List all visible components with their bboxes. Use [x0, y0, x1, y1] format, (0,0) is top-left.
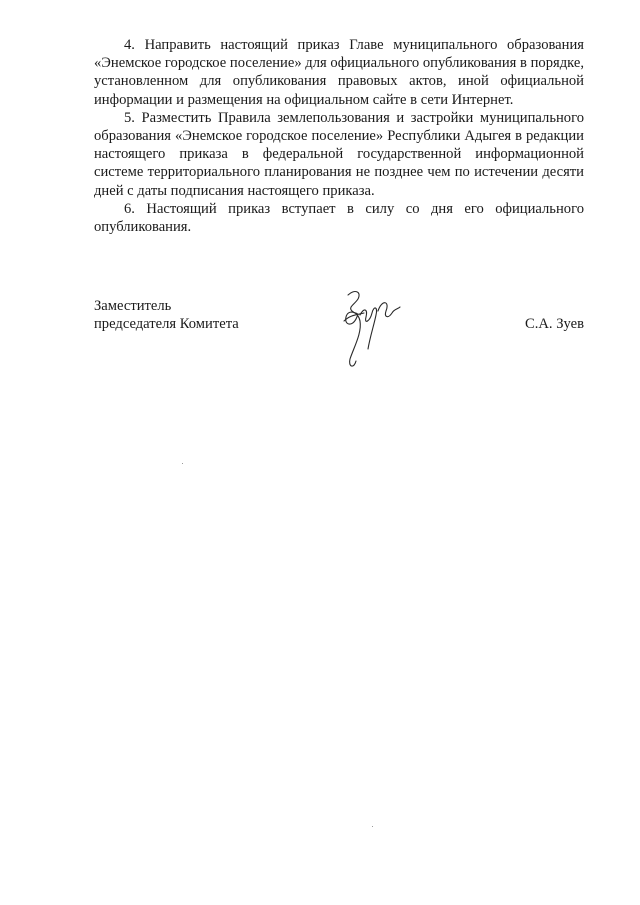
signatory-name: С.А. Зуев: [524, 316, 584, 332]
signatory-title: [94, 297, 239, 333]
scan-speck: [182, 463, 183, 464]
paragraph-6: 6. Настоящий приказ вступает в силу со дня его официального опубликования.: [94, 200, 584, 236]
signatory-title-line2: председателя Комитета: [94, 316, 239, 333]
paragraph-4: 4. Направить настоящий приказ Главе муниципального образования «Энемское городское поселение» для официального опубликования в порядке, установленном для опубликования правовых актов, иной официальной информации и размещения на официальном сайте в сети Интернет.: [94, 37, 584, 108]
signatory-title-line1: Заместитель: [94, 298, 172, 314]
handwritten-signature: [334, 285, 414, 375]
scan-speck: [372, 826, 373, 827]
document-body: [94, 36, 584, 236]
paragraph-5: 5. Разместить Правила землепользования и застройки муниципального образования «Энемское городское поселение» Республики Адыгея в редакции настоящего приказа в федеральной государственной информационной системе территориального планирования не позднее чем по истечении десяти дней с даты подписания настоящего приказа.: [94, 109, 584, 199]
signature-block: [94, 297, 584, 387]
